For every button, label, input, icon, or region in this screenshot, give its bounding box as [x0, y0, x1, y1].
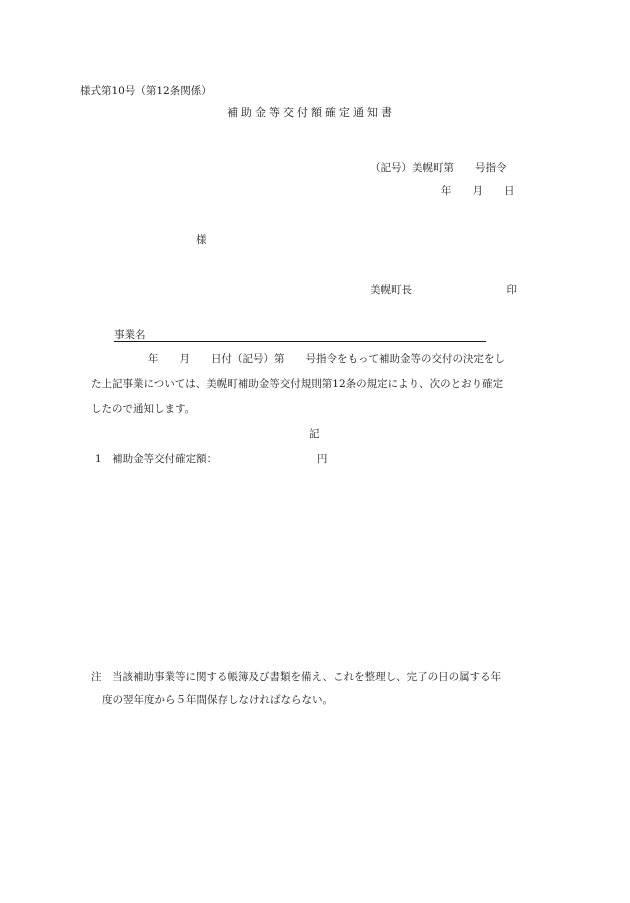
- form-number: 様式第10号（第12条関係）: [80, 85, 212, 97]
- project-name-underline: [114, 341, 486, 342]
- body-line-3: したので通知します。: [91, 403, 196, 415]
- project-name-label: 事業名: [114, 329, 146, 341]
- body-line-1: 年 月 日付（記号）第 号指令をもって補助金等の交付の決定をし: [148, 353, 505, 365]
- addressee: 様: [196, 234, 207, 246]
- note-line-2: 度の翌年度から５年間保存しなければならない。: [102, 694, 333, 706]
- body-line-2: た上記事業については、美幌町補助金等交付規則第12条の規定により、次のとおり確定: [91, 378, 504, 390]
- issue-date: 年 月 日: [441, 185, 515, 197]
- document-title: 補助金等交付額確定通知書: [227, 106, 395, 119]
- sender-signature: 美幌町長 印: [370, 284, 517, 296]
- ki-heading: 記: [309, 428, 320, 440]
- reference-number: （記号）美幌町第 号指令: [370, 162, 507, 174]
- confirmed-amount-item: 1 補助金等交付確定額： 円: [95, 453, 328, 465]
- note-line-1: 注 当該補助事業等に関する帳簿及び書類を備え、これを整理し、完了の日の属する年: [91, 671, 502, 683]
